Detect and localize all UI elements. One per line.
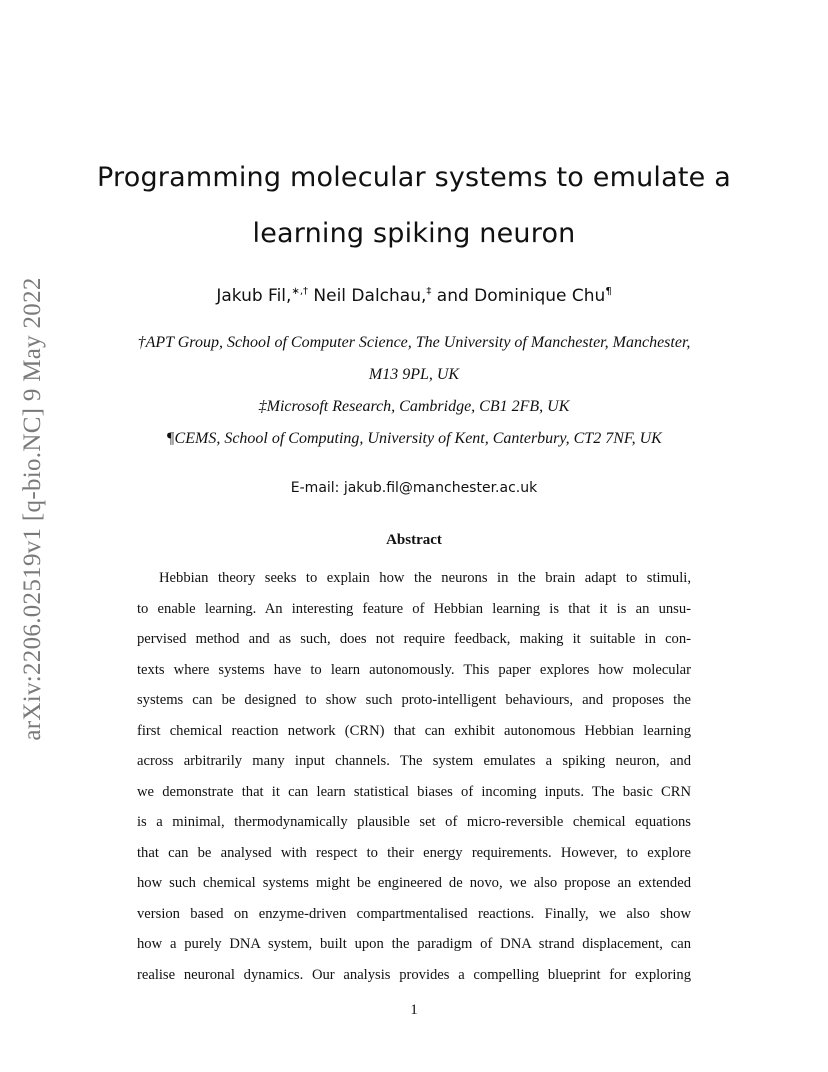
page-number: 1 — [410, 1002, 418, 1018]
abstract-line: realise neuronal dynamics. Our analysis provides a compelling blueprint for exploring — [137, 966, 691, 983]
abstract-line: texts where systems have to learn autonomously. This paper explores how molecular — [137, 661, 691, 678]
abstract-line: how such chemical systems might be engineered de novo, we also propose an extended — [137, 875, 691, 891]
affiliation-manchester-line-2: M13 9PL, UK — [368, 366, 460, 383]
affiliation-microsoft: ‡Microsoft Research, Cambridge, CB1 2FB, UK — [258, 398, 570, 415]
abstract-heading: Abstract — [386, 532, 442, 548]
affiliation-manchester-line-1: †APT Group, School of Computer Science, The University of Manchester, Manchester, — [137, 334, 691, 351]
contact-email: E-mail: jakub.fil@manchester.ac.uk — [290, 480, 538, 496]
abstract-line: systems can be designed to show such proto-intelligent behaviours, and proposes the — [137, 692, 691, 708]
abstract-line: that can be analysed with respect to their energy requirements. However, to explore — [137, 844, 691, 861]
author-jakub-fil: Jakub Fil, — [216, 286, 292, 306]
abstract-line: is a minimal, thermodynamically plausible set of micro-reversible chemical equations — [137, 814, 691, 830]
abstract-body — [137, 563, 691, 990]
affiliation-kent: ¶CEMS, School of Computing, University of Kent, Canterbury, CT2 7NF, UK — [166, 430, 662, 447]
abstract-line: Hebbian theory seeks to explain how the neurons in the brain adapt to stimuli, — [159, 570, 691, 586]
abstract-line: pervised method and as such, does not require feedback, making it suitable in con- — [137, 631, 691, 647]
abstract-line: first chemical reaction network (CRN) that can exhibit autonomous Hebbian learning — [137, 722, 691, 739]
author-jakub-fil-marks: ∗,† — [291, 286, 308, 297]
paper-title — [60, 150, 768, 262]
title-line-1: Programming molecular systems to emulate a — [97, 162, 731, 193]
author-dominique-chu: and Dominique Chu — [431, 286, 606, 306]
abstract-line: across arbitrarily many input channels. The system emulates a spiking neuron, and — [137, 753, 691, 769]
abstract-line: to enable learning. An interesting feature of Hebbian learning is that it is an unsu- — [137, 600, 691, 617]
author-list — [60, 282, 768, 310]
author-neil-dalchau-marks: ‡ — [426, 286, 432, 297]
abstract-line: how a purely DNA system, built upon the paradigm of DNA strand displacement, can — [137, 936, 691, 952]
affiliation-manchester — [100, 327, 728, 391]
arxiv-identifier-stamp: arXiv:2206.02519v1 [q-bio.NC] 9 May 2022 — [19, 277, 46, 741]
author-dominique-chu-marks: ¶ — [605, 286, 612, 297]
abstract-line: version based on enzyme-driven compartmentalised reactions. Finally, we also show — [137, 905, 691, 922]
abstract-line: we demonstrate that it can learn statistical biases of incoming inputs. The basic CRN — [137, 783, 691, 800]
title-line-2: learning spiking neuron — [252, 218, 576, 249]
author-neil-dalchau: Neil Dalchau, — [308, 286, 427, 306]
